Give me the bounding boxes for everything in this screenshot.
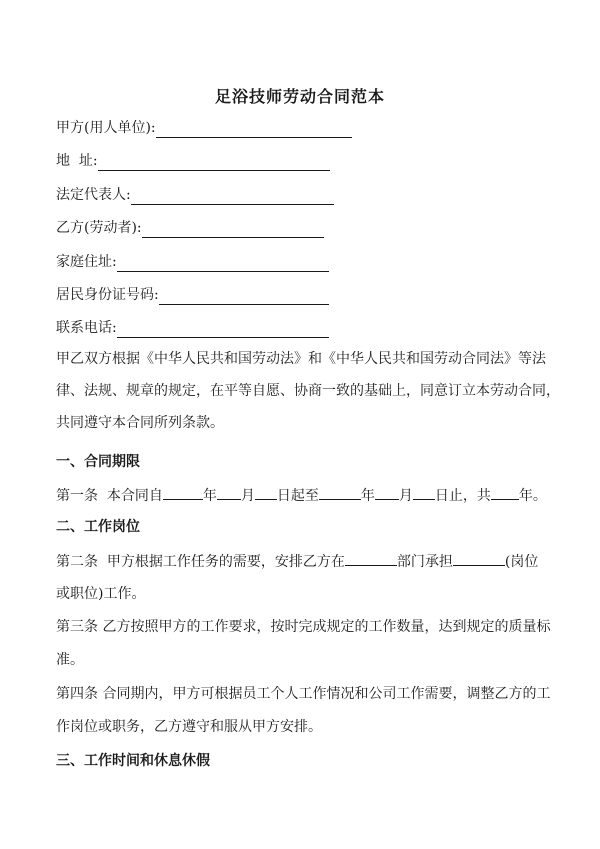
month-text: 月 xyxy=(240,488,255,504)
article-2 xyxy=(56,551,538,572)
article-2-line2: 或职位)工作。 xyxy=(56,586,146,602)
intro-line: 律、法规、规章的规定，在平等自愿、协商一致的基础上，同意订立本劳动合同， xyxy=(56,383,560,399)
field-blank[interactable] xyxy=(156,121,352,138)
field-blank[interactable] xyxy=(117,321,329,338)
article-line: 第三条 乙方按照甲方的工作要求，按时完成规定的工作数量，达到规定的质量标 xyxy=(56,619,551,635)
field-phone xyxy=(56,318,329,338)
intro-line: 共同遵守本合同所列条款。 xyxy=(56,415,224,431)
field-label: 甲方(用人单位): xyxy=(56,120,156,136)
article-3 xyxy=(56,617,551,670)
field-label: 乙方(劳动者): xyxy=(56,220,142,236)
field-id-number xyxy=(56,285,329,305)
section-heading: 三、工作时间和休息休假 xyxy=(56,753,210,769)
end-day-blank[interactable] xyxy=(413,485,435,500)
field-blank[interactable] xyxy=(117,255,329,272)
start-day-blank[interactable] xyxy=(255,485,277,500)
field-employee xyxy=(56,218,324,238)
department-blank[interactable] xyxy=(345,551,397,566)
years-text: 年。 xyxy=(518,488,547,504)
article-2-suffix: (岗位 xyxy=(504,554,539,570)
field-employer xyxy=(56,118,352,138)
end-year-blank[interactable] xyxy=(319,485,361,500)
year-text: 年 xyxy=(360,488,375,504)
field-label: 家庭住址: xyxy=(56,254,117,270)
field-label: 地 址: xyxy=(56,153,98,169)
article-line: 作岗位或职务，乙方遵守和服从甲方安排。 xyxy=(56,719,322,735)
article-2-mid: 部门承担 xyxy=(396,554,453,570)
start-year-blank[interactable] xyxy=(163,485,203,500)
article-1-prefix: 第一条 本合同自 xyxy=(56,488,163,504)
day-text: 日起至 xyxy=(276,488,319,504)
intro-paragraph xyxy=(56,349,560,433)
article-1 xyxy=(56,485,547,506)
intro-line: 甲乙双方根据《中华人民共和国劳动法》和《中华人民共和国劳动合同法》等法 xyxy=(56,351,546,367)
field-blank[interactable] xyxy=(131,188,334,205)
field-blank[interactable] xyxy=(159,288,329,305)
article-2-prefix: 第二条 甲方根据工作任务的需要，安排乙方在 xyxy=(56,554,345,570)
field-label: 法定代表人: xyxy=(56,187,131,203)
year-text: 年 xyxy=(202,488,217,504)
field-label: 居民身份证号码: xyxy=(56,287,159,303)
field-address xyxy=(56,151,330,171)
field-label: 联系电话: xyxy=(56,320,117,336)
article-4 xyxy=(56,684,551,737)
day-text: 日止，共 xyxy=(434,488,491,504)
article-line: 准。 xyxy=(56,652,84,668)
section-heading: 一、合同期限 xyxy=(56,454,140,470)
field-home-address xyxy=(56,252,329,272)
field-legal-rep xyxy=(56,185,334,205)
total-years-blank[interactable] xyxy=(491,485,519,500)
position-blank[interactable] xyxy=(453,551,505,566)
end-month-blank[interactable] xyxy=(375,485,399,500)
section-heading: 二、工作岗位 xyxy=(56,519,140,535)
document-title: 足浴技师劳动合同范本 xyxy=(214,87,385,106)
article-line: 第四条 合同期内，甲方可根据员工个人工作情况和公司工作需要，调整乙方的工 xyxy=(56,686,551,702)
start-month-blank[interactable] xyxy=(217,485,241,500)
field-blank[interactable] xyxy=(98,154,330,171)
field-blank[interactable] xyxy=(142,221,324,238)
month-text: 月 xyxy=(398,488,413,504)
